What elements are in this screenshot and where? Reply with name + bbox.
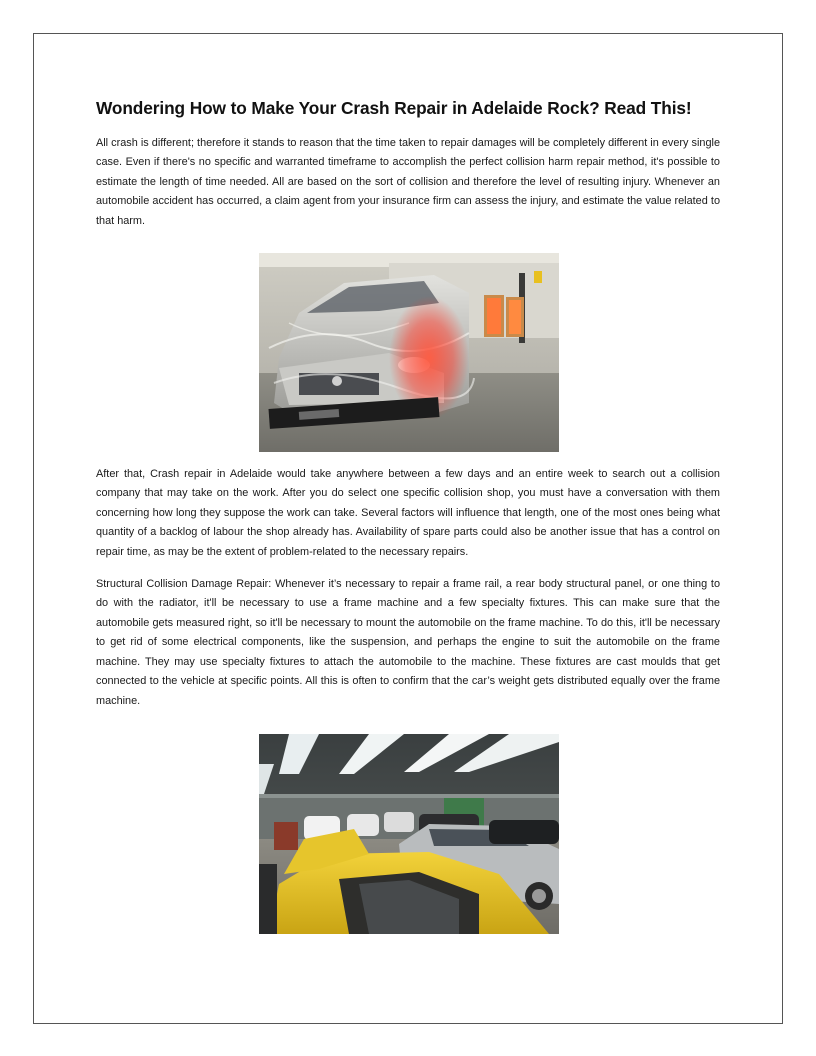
document-content xyxy=(96,96,720,934)
paragraph-3: Structural Collision Damage Repair: Whenever it’s necessary to repair a frame rail, a rear body structural panel, or one thing to do with the radiator, it'll be necessary to use a frame machine and a few specialty fixtures. This can make sure that the automobile gets measured right, so it'll be necessary to mount the automobile on the frame machine. To do this, it'll be necessary to get rid of some electrical components, like the suspension, and perhaps the engine to suit the automobile on the frame machine. They may use specialty fixtures to attach the automobile to the machine. These fixtures are cast moulds that get connected to the vehicle at specific points. All this is often to confirm that the car’s weight gets distributed equally over the frame machine. xyxy=(96,578,720,707)
document-title: Wondering How to Make Your Crash Repair in Adelaide Rock? Read This! xyxy=(96,98,692,118)
paragraph-1: All crash is different; therefore it stands to reason that the time taken to repair damages will be completely different in every single case. Even if there's no specific and warranted timeframe to accomplish the perfect collision harm repair method, it's possible to estimate the length of time needed. All are based on the sort of collision and therefore the level of resulting injury. Whenever an automobile accident has occurred, a claim agent from your insurance firm can assess the injury, and estimate the value related to that harm. xyxy=(96,137,720,227)
photo-collision-workshop-interior xyxy=(259,734,559,934)
paragraph-2: After that, Crash repair in Adelaide would take anywhere between a few days and an entire week to search out a collision company that may take on the work. After you do select one specific collision shop, you must have a conversation with them concerning how long they suppose the work can take. Several factors will influence that length, one of the most ones being what quantity of a backlog of labour the shop already has. Availability of spare parts could also be another issue that has a control on repair time, as may be the extent of problem-related to the necessary repairs. xyxy=(96,468,720,558)
photo-car-wrapped-in-paint-booth xyxy=(259,253,559,452)
